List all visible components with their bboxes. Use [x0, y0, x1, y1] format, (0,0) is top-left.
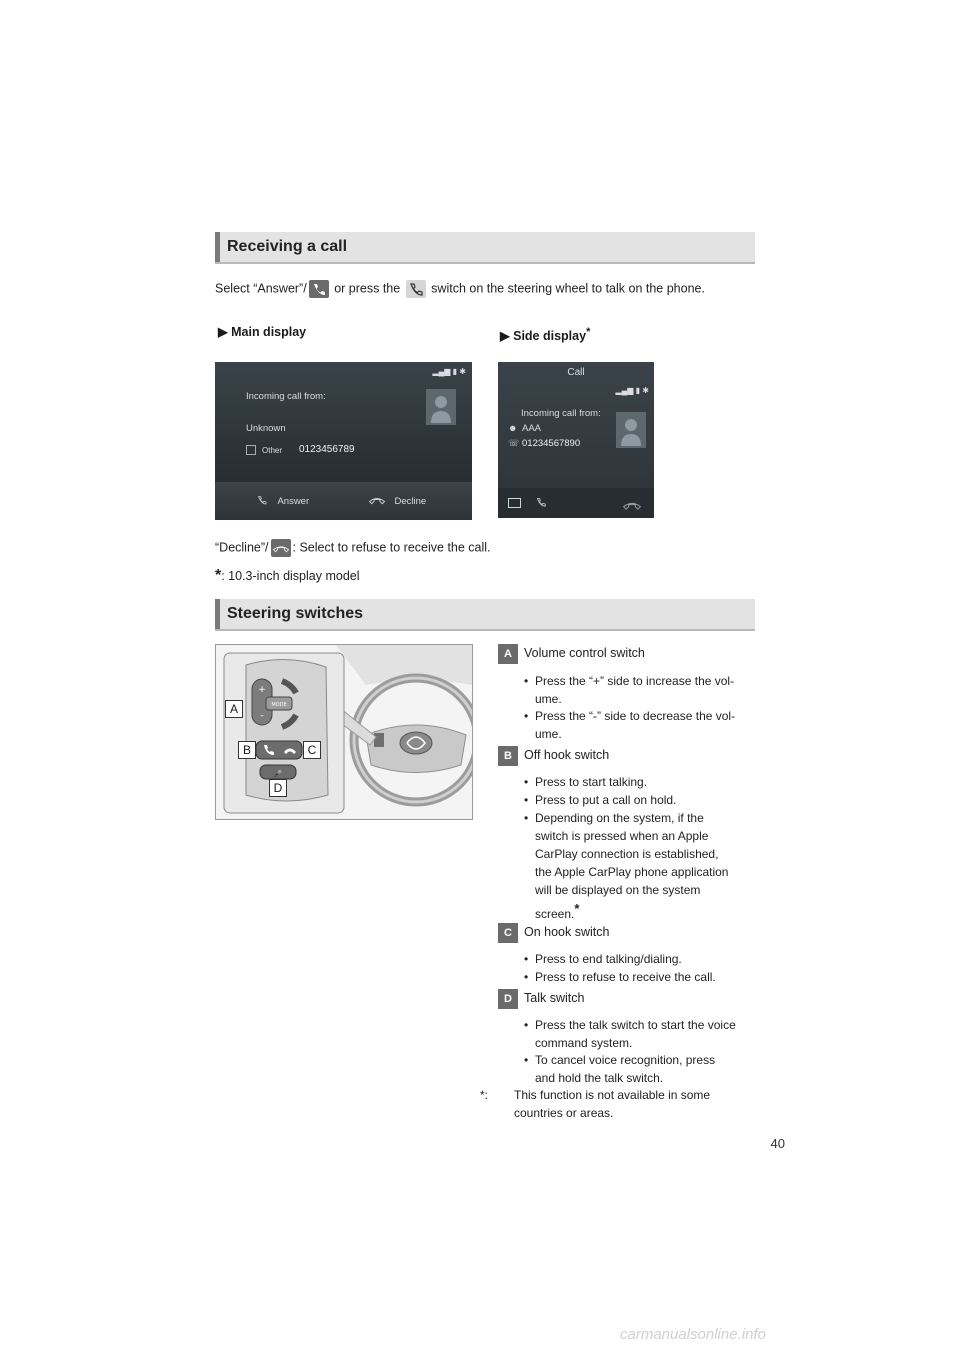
footnote-availability-cont: countries or areas. — [514, 1106, 614, 1120]
page-number: 40 — [770, 1136, 785, 1151]
phone-answer-icon — [309, 280, 329, 298]
bullet-a1-cont: ume. — [535, 692, 562, 706]
bullet-b3-cont3: the Apple CarPlay phone application — [535, 865, 729, 879]
decline-button[interactable] — [622, 498, 642, 516]
contact-avatar — [616, 412, 646, 448]
item-title-talk-switch: Talk switch — [524, 991, 585, 1005]
bullet-b3-cont2: CarPlay connection is established, — [535, 847, 719, 861]
phone-switch-icon — [406, 280, 426, 298]
status-icons: ▂▄▆ ▮ ✱ — [432, 367, 466, 376]
answer-button[interactable] — [534, 495, 548, 514]
bullet-b3-cont4: will be displayed on the system — [535, 883, 701, 897]
phone-hangup-icon — [271, 539, 291, 557]
call-action-bar — [215, 482, 472, 520]
status-icons: ▂▄▆ ▮ ✱ — [615, 386, 649, 395]
decline-explanation: “Decline”/ : Select to refuse to receive the call. — [215, 539, 491, 557]
side-display-label: ▶ Side display* — [500, 326, 591, 344]
item-letter-d: D — [498, 989, 518, 1009]
item-letter-b: B — [498, 746, 518, 766]
footnote-display-model: *: 10.3-inch display model — [215, 567, 360, 584]
item-title-off-hook: Off hook switch — [524, 748, 610, 762]
phone-hangup-icon — [368, 494, 386, 506]
figure-label-a: A — [225, 700, 243, 718]
instruction-line: Select “Answer”/ or press the switch on the steering wheel to talk on the phone. — [215, 280, 775, 298]
caller-name: Unknown — [246, 423, 286, 434]
figure-label-b: B — [238, 741, 256, 759]
phone-answer-icon — [255, 494, 269, 506]
side-display-screen — [498, 362, 654, 518]
phone-number: 0123456789 — [299, 444, 355, 455]
triangle-right-icon: ▶ — [500, 329, 510, 344]
section-accent — [215, 232, 220, 262]
contact-name: AAA — [522, 423, 542, 434]
section-accent — [215, 599, 220, 629]
svg-text:+: + — [258, 685, 266, 695]
incoming-call-text: Incoming call from: — [246, 391, 326, 402]
decline-button[interactable]: Decline — [368, 493, 422, 511]
phone-hangup-icon — [622, 499, 642, 511]
steering-wheel-illustration — [216, 645, 472, 819]
item-letter-a: A — [498, 644, 518, 664]
steering-switches-figure — [215, 644, 473, 820]
section-header-steering-switches — [215, 599, 755, 631]
svg-text:-: - — [260, 711, 264, 721]
figure-label-d: D — [269, 779, 287, 797]
bullet-d2-cont: and hold the talk switch. — [535, 1071, 664, 1085]
user-icon: ☻ — [508, 423, 518, 433]
bullet-d1-cont: command system. — [535, 1036, 633, 1050]
section-title: Steering switches — [227, 605, 364, 622]
answer-button[interactable]: Answer — [255, 493, 305, 511]
bullet-a2-cont: ume. — [535, 727, 562, 741]
phone-category: Other — [262, 446, 283, 455]
footnote-availability: *: This function is not available in some — [480, 1088, 711, 1102]
bullet-b3-cont1: switch is pressed when an Apple — [535, 829, 709, 843]
item-title-on-hook: On hook switch — [524, 925, 610, 939]
phone-type-icon — [246, 445, 256, 455]
bullet-b3-cont5: screen.* — [535, 901, 580, 921]
contact-avatar — [426, 389, 456, 425]
phone-type-icon: ☏ — [508, 438, 520, 448]
watermark: carmanualsonline.info — [620, 1326, 766, 1343]
side-screen-title: Call — [567, 367, 585, 378]
figure-label-c: C — [303, 741, 321, 759]
svg-text:MODE: MODE — [271, 702, 287, 708]
main-display-screen — [215, 362, 472, 520]
phone-number: 01234567890 — [522, 438, 581, 449]
main-display-label: ▶ Main display — [218, 325, 307, 339]
section-title: Receiving a call — [227, 238, 348, 255]
item-title-volume-control: Volume control switch — [524, 646, 645, 660]
item-letter-c: C — [498, 923, 518, 943]
incoming-call-text: Incoming call from: — [521, 408, 601, 419]
section-header-receiving-call — [215, 232, 755, 264]
triangle-right-icon: ▶ — [218, 325, 228, 339]
svg-text:🎤: 🎤 — [273, 770, 283, 778]
screen-transfer-icon[interactable] — [508, 498, 521, 508]
phone-answer-icon — [534, 495, 548, 509]
